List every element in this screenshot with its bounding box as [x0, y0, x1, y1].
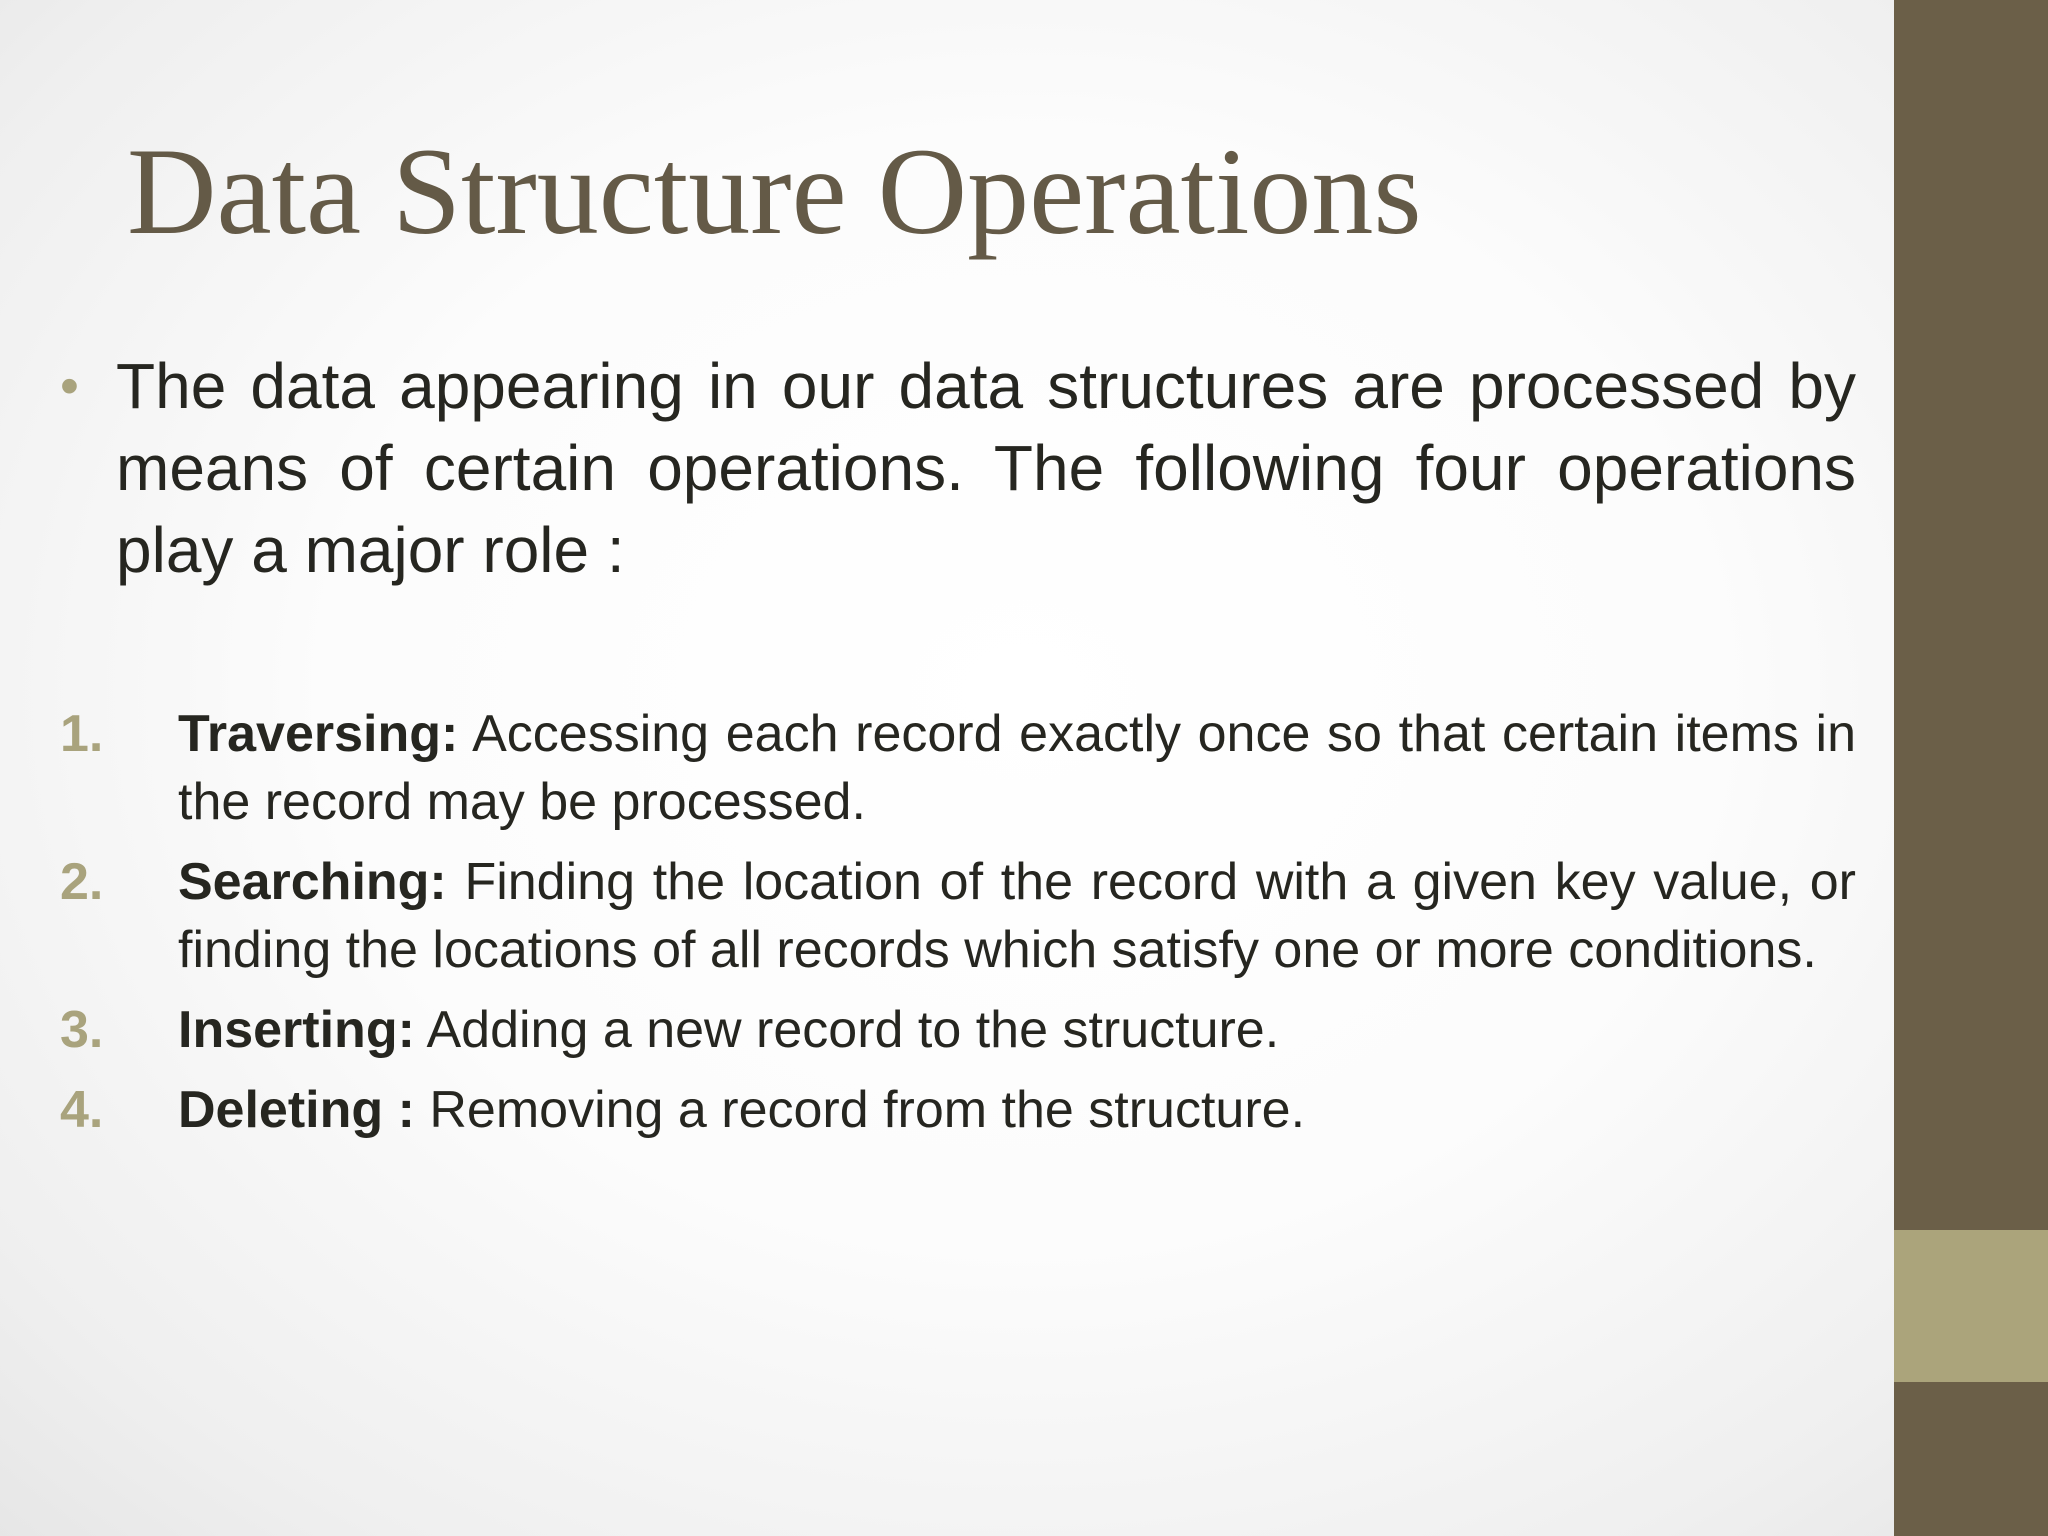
operation-number: 1.: [60, 705, 104, 763]
operation-term: Deleting :: [178, 1081, 415, 1139]
operation-description: Finding the location of the record with a given key value, or finding the locations of all records which satisfy one or more conditions.: [178, 853, 1856, 979]
operation-term: Searching:: [178, 853, 447, 911]
operations-list: [60, 700, 1856, 1156]
operation-term: Inserting:: [178, 1001, 415, 1059]
operation-body: [178, 996, 1856, 1064]
bullet-dot-icon: •: [60, 356, 79, 416]
slide-title: Data Structure Operations: [127, 123, 1422, 260]
side-accent-block: [1894, 1230, 2048, 1382]
operation-number: 3.: [60, 1001, 104, 1059]
operation-number: 2.: [60, 853, 104, 911]
operation-item-inserting: [60, 996, 1856, 1064]
operation-item-deleting: [60, 1076, 1856, 1144]
operation-item-searching: [60, 848, 1856, 984]
operation-term: Traversing:: [178, 705, 459, 763]
operation-description: Removing a record from the structure.: [414, 1081, 1306, 1139]
operation-item-traversing: [60, 700, 1856, 836]
operation-body: [178, 1076, 1856, 1144]
operation-number: 4.: [60, 1081, 104, 1139]
operation-description: Accessing each record exactly once so that certain items in the record may be processed.: [178, 705, 1856, 831]
operation-body: [178, 700, 1856, 836]
operation-body: [178, 848, 1856, 984]
intro-text: The data appearing in our data structures are processed by means of certain operations. The following four operations play a major role :: [116, 350, 1856, 586]
operation-description: Adding a new record to the structure.: [414, 1001, 1280, 1059]
